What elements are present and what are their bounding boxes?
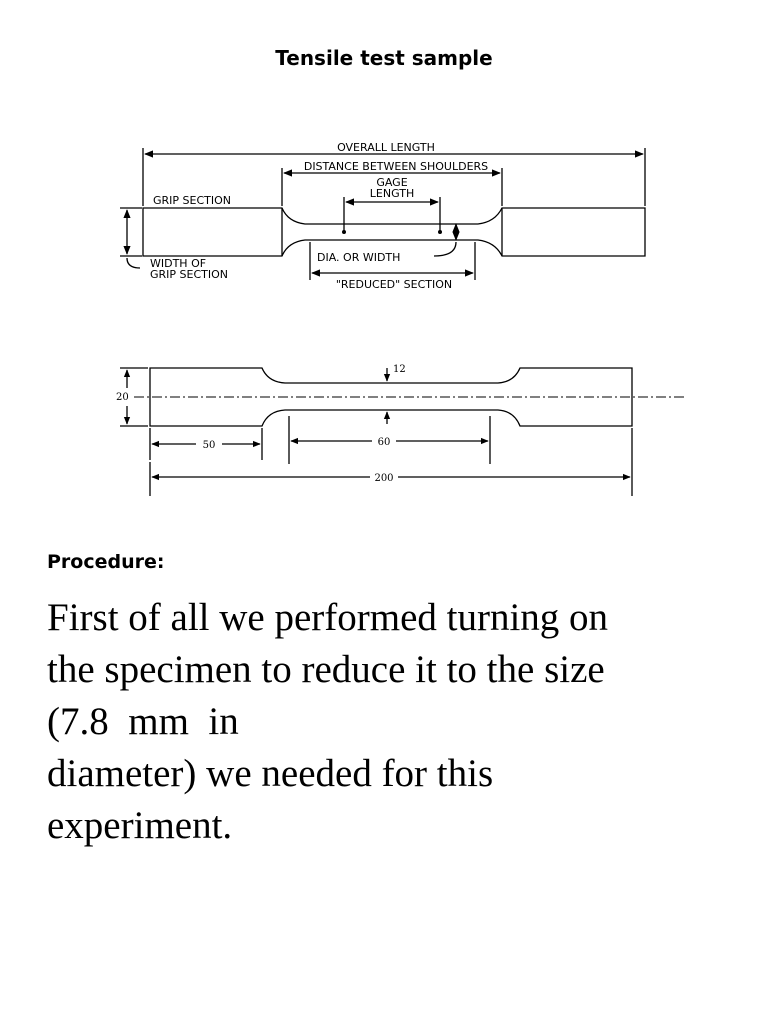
grip-section-label: GRIP SECTION	[153, 194, 232, 207]
procedure-heading: Procedure:	[47, 551, 165, 573]
procedure-line: (7.8 mm in	[47, 700, 239, 743]
procedure-line: experiment.	[47, 804, 233, 847]
procedure-line: First of all we performed turning on	[47, 596, 609, 639]
dimension-50: 50	[202, 440, 216, 451]
dimension-200: 200	[374, 473, 394, 484]
page-title: Tensile test sample	[275, 46, 493, 70]
dimension-12: 12	[393, 364, 406, 375]
procedure-line: the specimen to reduce it to the size	[47, 648, 605, 691]
procedure-text	[47, 592, 747, 852]
distance-between-shoulders-label: DISTANCE BETWEEN SHOULDERS	[303, 160, 489, 173]
dimension-20: 20	[116, 392, 129, 403]
dia-or-width-label: DIA. OR WIDTH	[317, 251, 401, 264]
grip-section-label-2: GRIP SECTION	[150, 268, 229, 281]
reduced-section-label: "REDUCED" SECTION	[335, 278, 453, 291]
width-of-label: WIDTH OF	[150, 257, 207, 270]
procedure-line: diameter) we needed for this	[47, 752, 494, 795]
gage-label: GAGE	[376, 176, 408, 189]
dimension-60: 60	[377, 437, 391, 448]
length-label: LENGTH	[369, 187, 415, 200]
overall-length-label: OVERALL LENGTH	[337, 141, 435, 154]
